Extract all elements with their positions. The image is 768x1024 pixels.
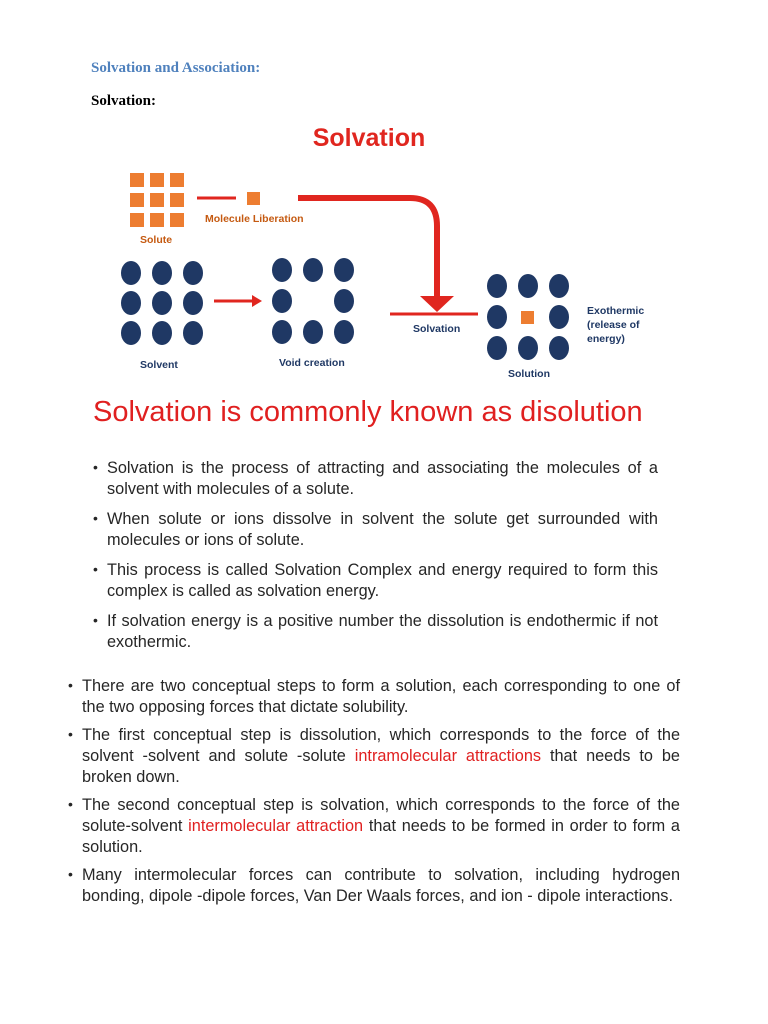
solute-grid: [130, 173, 184, 227]
label-exothermic-3: energy): [587, 333, 625, 345]
slide-bullet: • When solute or ions dissolve in solvent the solute get surrounded with molecules or ions of solute.: [92, 509, 658, 551]
main-bullet-two-steps: [68, 676, 680, 718]
slide-bullet: • If solvation energy is a positive number the dissolution is endothermic if not exothermic.: [92, 611, 658, 653]
bullet-text: The second conceptual step is solvation, which corresponds to the force of the solute-solvent: [82, 796, 680, 835]
label-exothermic-1: Exothermic: [587, 305, 645, 317]
diagram-title: Solvation: [312, 124, 426, 152]
solute-to-solvation-arrow: [298, 198, 437, 296]
main-bullet-second-step: [68, 795, 680, 858]
void-grid: [272, 258, 354, 344]
label-void-creation: Void creation: [279, 357, 345, 369]
slide-bullet: • Solvation is the process of attracting and associating the molecules of a solvent with molecules of a solute.: [92, 458, 658, 500]
liberated-molecule: [247, 192, 260, 205]
highlight-intramolecular: intramolecular attractions: [354, 747, 542, 765]
main-bullet-first-step: [68, 725, 680, 788]
main-bullet-list: [68, 676, 680, 914]
solvated-solute: [521, 311, 534, 324]
slide-title: Solvation is commonly known as disolution: [93, 396, 643, 428]
solvation-diagram: [80, 118, 658, 388]
main-bullet-forces: [68, 865, 680, 907]
highlight-intermolecular: intermolecular attraction: [188, 817, 364, 835]
section-heading: Solvation and Association:: [91, 60, 261, 76]
solvent-grid: [121, 261, 203, 345]
solvation-arrowhead: [420, 296, 454, 312]
slide-bullet-list: [92, 458, 658, 662]
bullet-text: The first conceptual step is dissolution, which corresponds to the force of the solvent -solvent and solute -solute: [82, 726, 680, 765]
label-solvation: Solvation: [413, 323, 461, 335]
bullet-text: There are two conceptual steps to form a solution, each corresponding to one of the two opposing forces that dictate solubility.: [82, 677, 680, 716]
bullet-text: that needs to be formed in order to form a solution.: [82, 817, 680, 856]
label-solute: Solute: [140, 234, 173, 246]
solvation-diagram-graphic: [80, 118, 658, 388]
bullet-text: Many intermolecular forces can contribute to solvation, including hydrogen bonding, dipole -dipole forces, Van Der Waals forces, and ion - dipole interactions.: [82, 866, 680, 905]
subsection-heading: Solvation:: [91, 93, 157, 109]
label-molecule-liberation: Molecule Liberation: [205, 213, 304, 225]
label-solution: Solution: [508, 368, 550, 380]
label-exothermic-2: (release of: [587, 319, 640, 331]
slide-bullet: • This process is called Solvation Complex and energy required to form this complex is called as solvation energy.: [92, 560, 658, 602]
bullet-text: that needs to be broken down.: [82, 747, 680, 786]
label-solvent: Solvent: [140, 359, 178, 371]
